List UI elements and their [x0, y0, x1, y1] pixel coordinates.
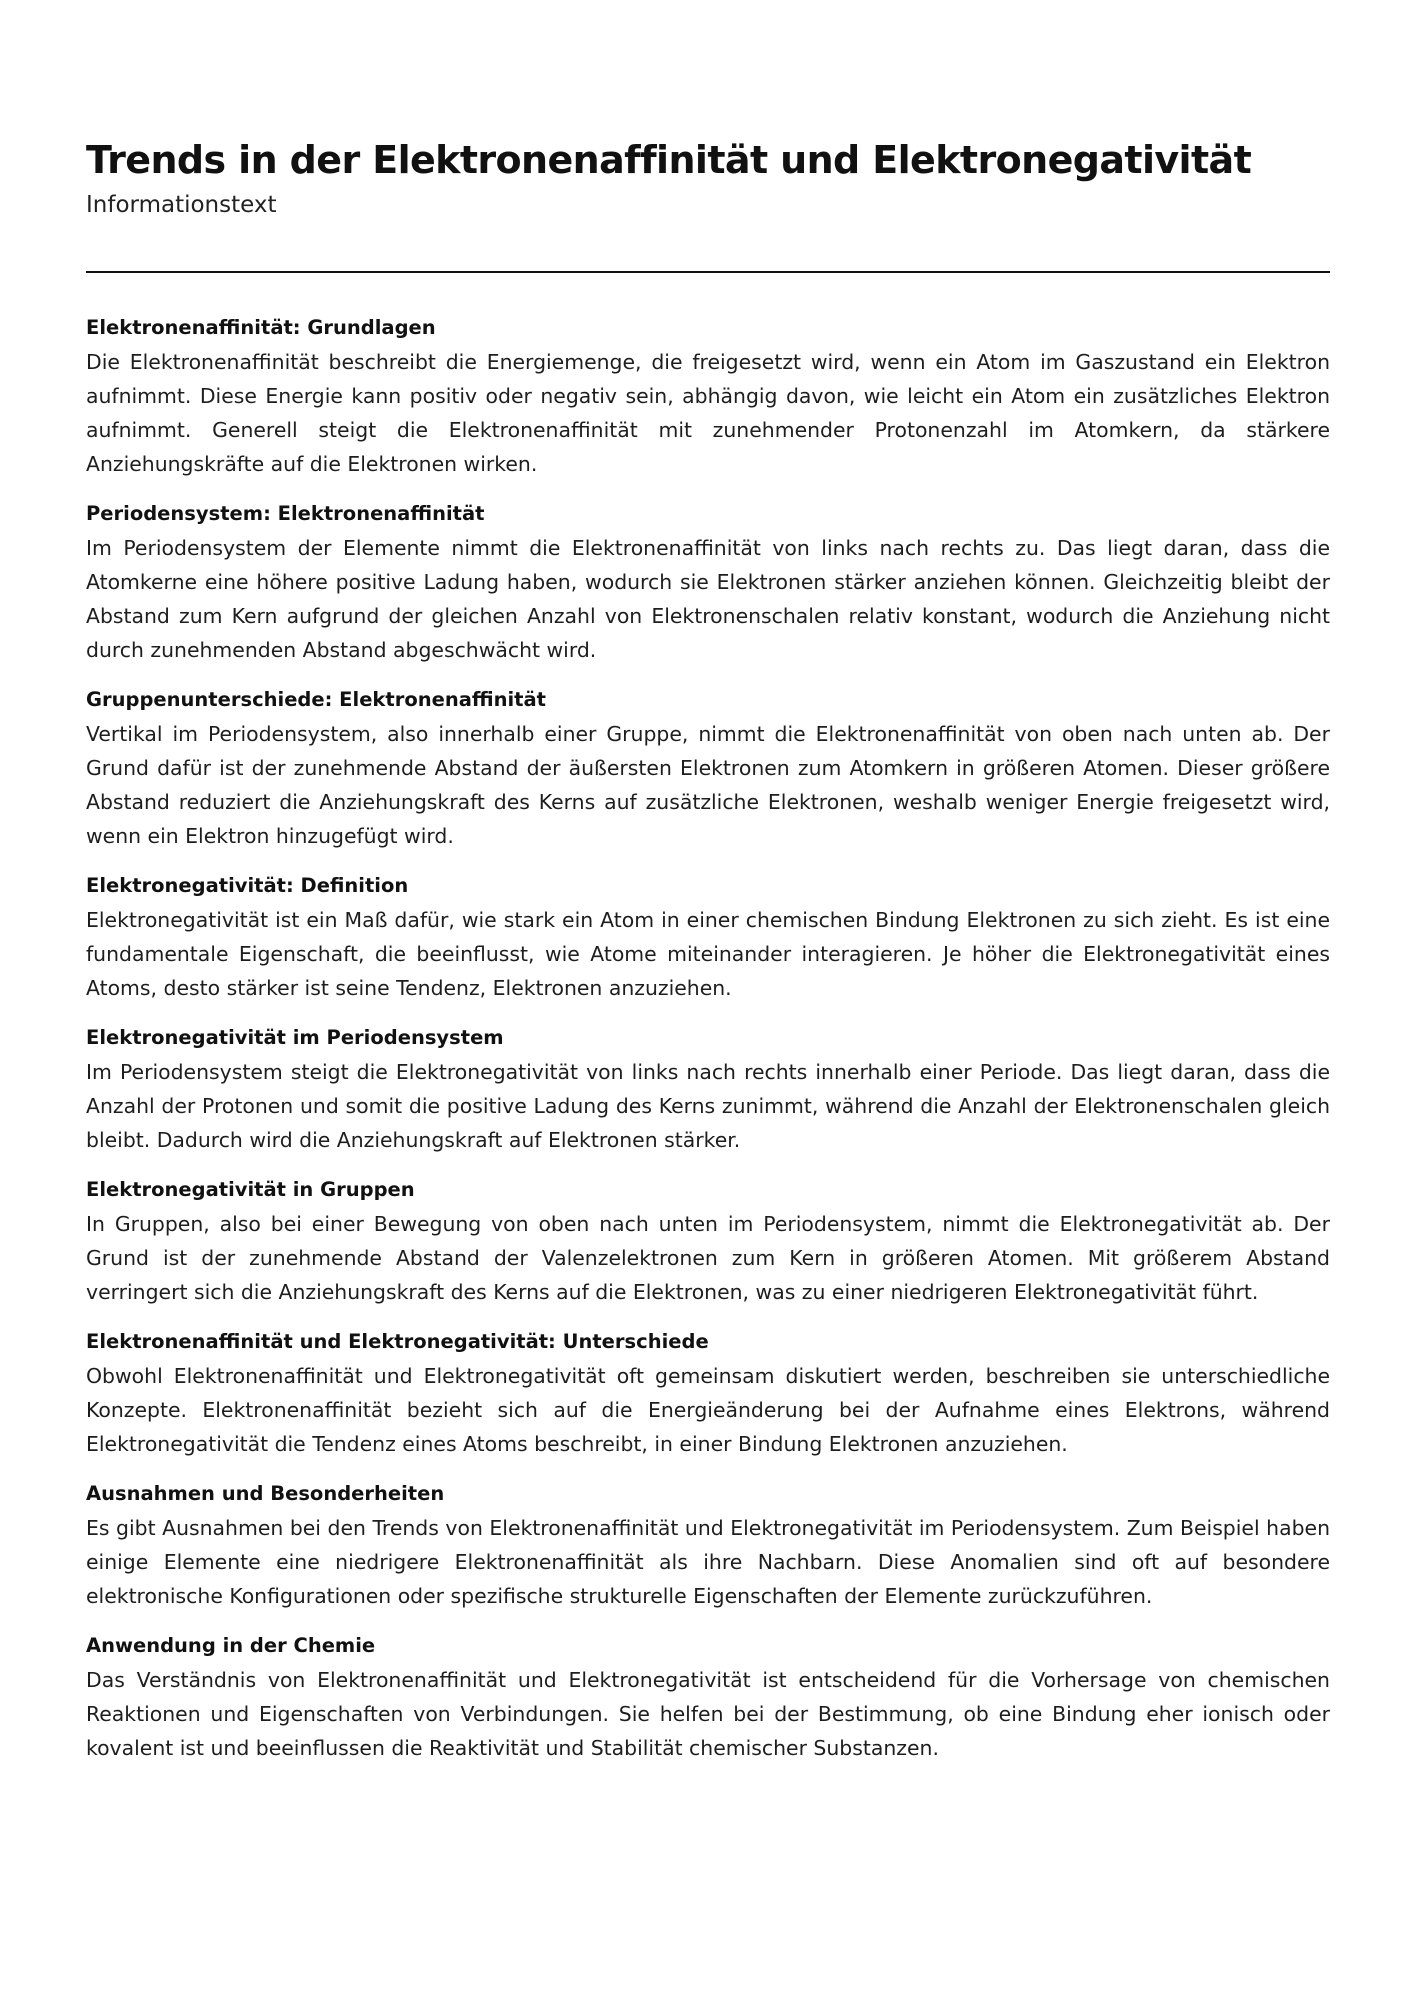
section-periodic-table-affinity: [86, 497, 1330, 667]
section-group-differences-affinity: [86, 683, 1330, 853]
title-divider: [86, 271, 1330, 273]
section-paragraph: Im Periodensystem steigt die Elektronegativität von links nach rechts innerhalb einer Periode. Das liegt daran, dass die Anzahl der Protonen und somit die positive Ladung des Kerns zunimmt, während die Anzahl der Elektronenschalen gleich bleibt. Dadurch wird die Anziehungskraft auf Elektronen stärker.: [86, 1060, 1330, 1152]
section-exceptions: [86, 1477, 1330, 1613]
section-electronegativity-groups: [86, 1173, 1330, 1309]
section-heading: Ausnahmen und Besonderheiten: [86, 1482, 445, 1505]
section-paragraph: Es gibt Ausnahmen bei den Trends von Elektronenaffinität und Elektronegativität im Periodensystem. Zum Beispiel haben einige Elemente eine niedrigere Elektronenaffinität als ihre Nachbarn. Diese Anomalien sind oft auf besondere elektronische Konfigurationen oder spezifische strukturelle Eigenschaften der Elemente zurückzuführen.: [86, 1516, 1330, 1608]
section-paragraph: Im Periodensystem der Elemente nimmt die Elektronenaffinität von links nach rechts zu. Das liegt daran, dass die Atomkerne eine höhere positive Ladung haben, wodurch sie Elektronen stärker anziehen können. Gleichzeitig bleibt der Abstand zum Kern aufgrund der gleichen Anzahl von Elektronenschalen relativ konstant, wodurch die Anziehung nicht durch zunehmenden Abstand abgeschwächt wird.: [86, 536, 1330, 662]
section-heading: Elektronegativität: Definition: [86, 874, 409, 897]
document-subtitle: Informationstext: [86, 192, 277, 218]
section-paragraph: In Gruppen, also bei einer Bewegung von oben nach unten im Periodensystem, nimmt die Elektronegativität ab. Der Grund ist der zunehmende Abstand der Valenzelektronen zum Kern in größeren Atomen. Mit größerem Abstand verringert sich die Anziehungskraft des Kerns auf die Elektronen, was zu einer niedrigeren Elektronegativität führt.: [86, 1212, 1330, 1304]
section-paragraph: Obwohl Elektronenaffinität und Elektronegativität oft gemeinsam diskutiert werden, beschreiben sie unterschiedliche Konzepte. Elektronenaffinität bezieht sich auf die Energieänderung bei der Aufnahme eines Elektrons, während Elektronegativität die Tendenz eines Atoms beschreibt, in einer Bindung Elektronen anzuziehen.: [86, 1364, 1330, 1456]
section-differences: [86, 1325, 1330, 1461]
document-title: Trends in der Elektronenaffinität und Elektronegativität: [86, 138, 1252, 182]
section-paragraph: Die Elektronenaffinität beschreibt die Energiemenge, die freigesetzt wird, wenn ein Atom im Gaszustand ein Elektron aufnimmt. Diese Energie kann positiv oder negativ sein, abhängig davon, wie leicht ein Atom ein zusätzliches Elektron aufnimmt. Generell steigt die Elektronenaffinität mit zunehmender Protonenzahl im Atomkern, da stärkere Anziehungskräfte auf die Elektronen wirken.: [86, 350, 1330, 476]
section-paragraph: Elektronegativität ist ein Maß dafür, wie stark ein Atom in einer chemischen Bindung Elektronen zu sich zieht. Es ist eine fundamentale Eigenschaft, die beeinflusst, wie Atome miteinander interagieren. Je höher die Elektronegativität eines Atoms, desto stärker ist seine Tendenz, Elektronen anzuziehen.: [86, 908, 1330, 1000]
section-heading: Gruppenunterschiede: Elektronenaffinität: [86, 688, 546, 711]
section-application-chemistry: [86, 1629, 1330, 1765]
section-heading: Elektronenaffinität: Grundlagen: [86, 316, 436, 339]
section-heading: Elektronegativität in Gruppen: [86, 1178, 415, 1201]
section-paragraph: Das Verständnis von Elektronenaffinität und Elektronegativität ist entscheidend für die Vorhersage von chemischen Reaktionen und Eigenschaften von Verbindungen. Sie helfen bei der Bestimmung, ob eine Bindung eher ionisch oder kovalent ist und beeinflussen die Reaktivität und Stabilität chemischer Substanzen.: [86, 1668, 1330, 1760]
section-electronegativity-periodic-table: [86, 1021, 1330, 1157]
section-paragraph: Vertikal im Periodensystem, also innerhalb einer Gruppe, nimmt die Elektronenaffinität von oben nach unten ab. Der Grund dafür ist der zunehmende Abstand der äußersten Elektronen zum Atomkern in größeren Atomen. Dieser größere Abstand reduziert die Anziehungskraft des Kerns auf zusätzliche Elektronen, weshalb weniger Energie freigesetzt wird, wenn ein Elektron hinzugefügt wird.: [86, 722, 1330, 848]
section-heading: Anwendung in der Chemie: [86, 1634, 376, 1657]
section-electronegativity-definition: [86, 869, 1330, 1005]
section-electron-affinity-basics: [86, 311, 1330, 481]
document-body: [86, 311, 1330, 1781]
section-heading: Elektronenaffinität und Elektronegativität: Unterschiede: [86, 1330, 709, 1353]
section-heading: Elektronegativität im Periodensystem: [86, 1026, 504, 1049]
section-heading: Periodensystem: Elektronenaffinität: [86, 502, 485, 525]
